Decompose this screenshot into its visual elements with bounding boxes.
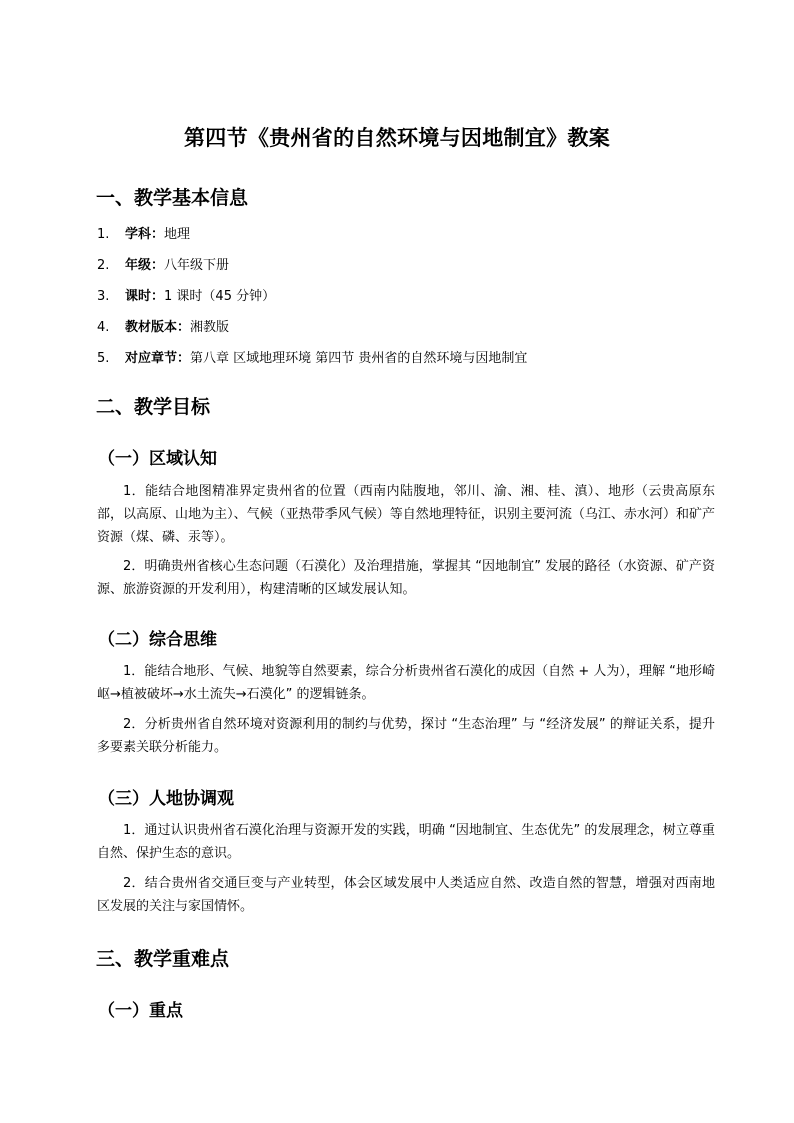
- section-heading-key-points: 三、教学重难点: [96, 948, 230, 970]
- list-number: 1.: [97, 227, 110, 242]
- paragraph: 1．能结合地形、气候、地貌等自然要素，综合分析贵州省石漠化的成因（自然 + 人为），理解 “地形崎岖→植被破坏→水土流失→石漠化” 的逻辑链条。: [97, 664, 715, 702]
- list-value: 地理: [164, 227, 191, 242]
- subsection-heading-integrated-thinking: （二）综合思维: [98, 630, 217, 650]
- subsection-heading-key: （一）重点: [98, 1001, 183, 1021]
- list-key: 对应章节：: [125, 351, 191, 366]
- list-key: 学科：: [125, 227, 165, 242]
- list-item: [97, 347, 527, 366]
- paragraph: 1．能结合地图精准界定贵州省的位置（西南内陆腹地，邻川、渝、湘、桂、滇）、地形（云贵高原东部，以高原、山地为主）、气候（亚热带季风气候）等自然地理特征，识别主要河流（乌江、赤水河）和矿产资源（煤、磷、汞等）。: [97, 484, 715, 545]
- document-title: 第四节《贵州省的自然环境与因地制宜》教案: [184, 126, 610, 150]
- list-number: 5.: [97, 351, 110, 366]
- subsection-heading-human-land: （三）人地协调观: [98, 789, 234, 809]
- list-key: 年级：: [125, 258, 165, 273]
- paragraph: 2．明确贵州省核心生态问题（石漠化）及治理措施，掌握其 “因地制宜” 发展的路径（水资源、矿产资源、旅游资源的开发利用），构建清晰的区域发展认知。: [97, 559, 715, 597]
- subsection-heading-regional-cognition: （一）区域认知: [98, 449, 217, 469]
- list-key: 课时：: [125, 289, 165, 304]
- list-item: [97, 316, 229, 335]
- paragraph: 2．分析贵州省自然环境对资源利用的制约与优势，探讨 “生态治理” 与 “经济发展” 的辩证关系，提升多要素关联分析能力。: [97, 717, 715, 755]
- list-value: 第八章 区域地理环境 第四节 贵州省的自然环境与因地制宜: [190, 351, 528, 366]
- list-number: 2.: [97, 258, 110, 273]
- list-key: 教材版本：: [125, 320, 191, 335]
- list-item: [97, 223, 190, 242]
- paragraph: 2．结合贵州省交通巨变与产业转型，体会区域发展中人类适应自然、改造自然的智慧，增强对西南地区发展的关注与家国情怀。: [97, 876, 715, 914]
- list-item: [97, 285, 275, 304]
- list-number: 3.: [97, 289, 110, 304]
- list-value: 八年级下册: [164, 258, 230, 273]
- list-number: 4.: [97, 320, 110, 335]
- list-value: 1 课时（45 分钟）: [164, 289, 276, 304]
- section-heading-basic-info: 一、教学基本信息: [96, 187, 249, 209]
- paragraph: 1．通过认识贵州省石漠化治理与资源开发的实践，明确 “因地制宜、生态优先” 的发展理念，树立尊重自然、保护生态的意识。: [97, 823, 715, 861]
- list-item: [97, 254, 229, 273]
- list-value: 湘教版: [190, 320, 230, 335]
- section-heading-objectives: 二、教学目标: [96, 396, 211, 418]
